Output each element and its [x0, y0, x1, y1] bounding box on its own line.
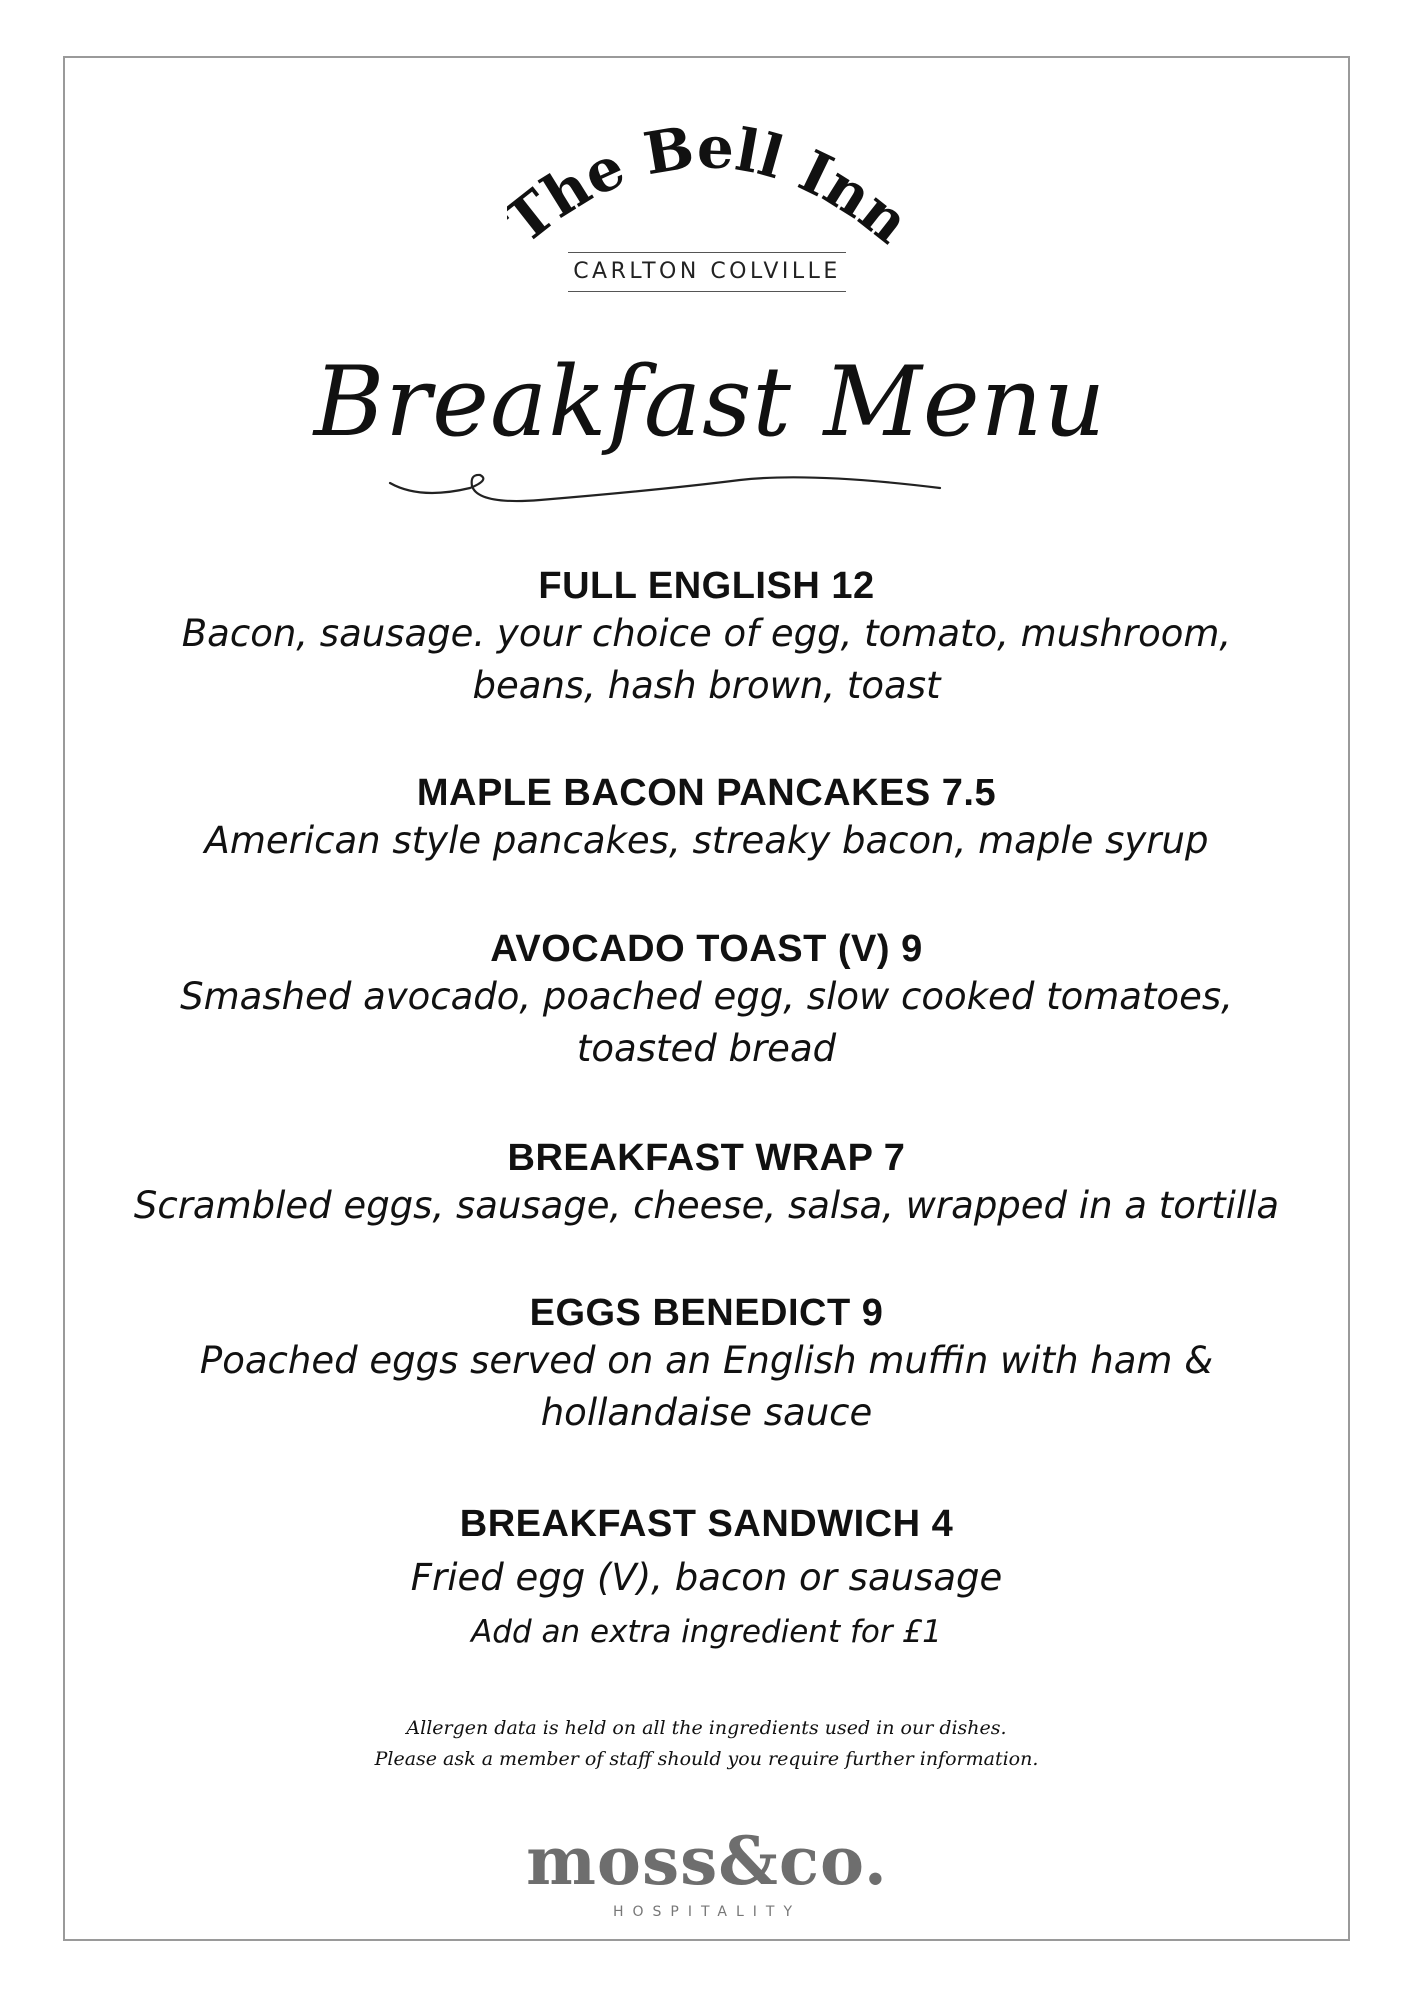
item-description: beans, hash brown, toast: [472, 664, 941, 707]
logo-location: CARLTON COLVILLE: [568, 252, 846, 292]
item-description: toasted bread: [576, 1027, 837, 1070]
item-heading: MAPLE BACON PANCAKES 7.5: [416, 772, 997, 814]
menu-item: [63, 1137, 1350, 1232]
item-description: Poached eggs served on an English muffin with ham &: [199, 1339, 1214, 1382]
brand-sub: HOSPITALITY: [612, 1904, 802, 1920]
item-note: Add an extra ingredient for £1: [471, 1614, 942, 1650]
item-description: Bacon, sausage. your choice of egg, tomato, mushroom,: [181, 612, 1232, 655]
menu-title: [313, 340, 1107, 530]
item-description: American style pancakes, streaky bacon, maple syrup: [204, 819, 1209, 862]
item-heading: FULL ENGLISH 12: [538, 565, 875, 607]
menu-item: [63, 1503, 1350, 1654]
item-heading: BREAKFAST WRAP 7: [507, 1137, 906, 1179]
item-description: Smashed avocado, poached egg, slow cooked tomatoes,: [180, 975, 1233, 1018]
allergen-notice: [63, 1713, 1350, 1775]
item-heading: BREAKFAST SANDWICH 4: [459, 1503, 954, 1545]
menu-item: [63, 565, 1350, 712]
item-description: Fried egg (V), bacon or sausage: [410, 1556, 1003, 1599]
moss-and-co-logo: [500, 1822, 914, 1922]
logo-name: he Bell In: [530, 112, 885, 232]
title-flourish: [390, 475, 940, 501]
allergen-line-1: Allergen data is held on all the ingredients used in our dishes.: [406, 1717, 1007, 1739]
menu-title-text: Breakfast Menu: [313, 346, 1107, 458]
brand-main: moss&co.: [526, 1822, 888, 1900]
menu-item: [63, 772, 1350, 867]
item-description: Scrambled eggs, sausage, cheese, salsa, wrapped in a tortilla: [133, 1184, 1280, 1227]
menu-item: [63, 928, 1350, 1075]
menu-item: [63, 1292, 1350, 1439]
item-description: hollandaise sauce: [540, 1391, 873, 1434]
allergen-line-2: Please ask a member of staff should you require further information.: [374, 1748, 1039, 1770]
item-heading: EGGS BENEDICT 9: [529, 1292, 884, 1334]
item-heading: AVOCADO TOAST (V) 9: [490, 928, 923, 970]
svg-text:The Bell Inn: [507, 113, 907, 257]
